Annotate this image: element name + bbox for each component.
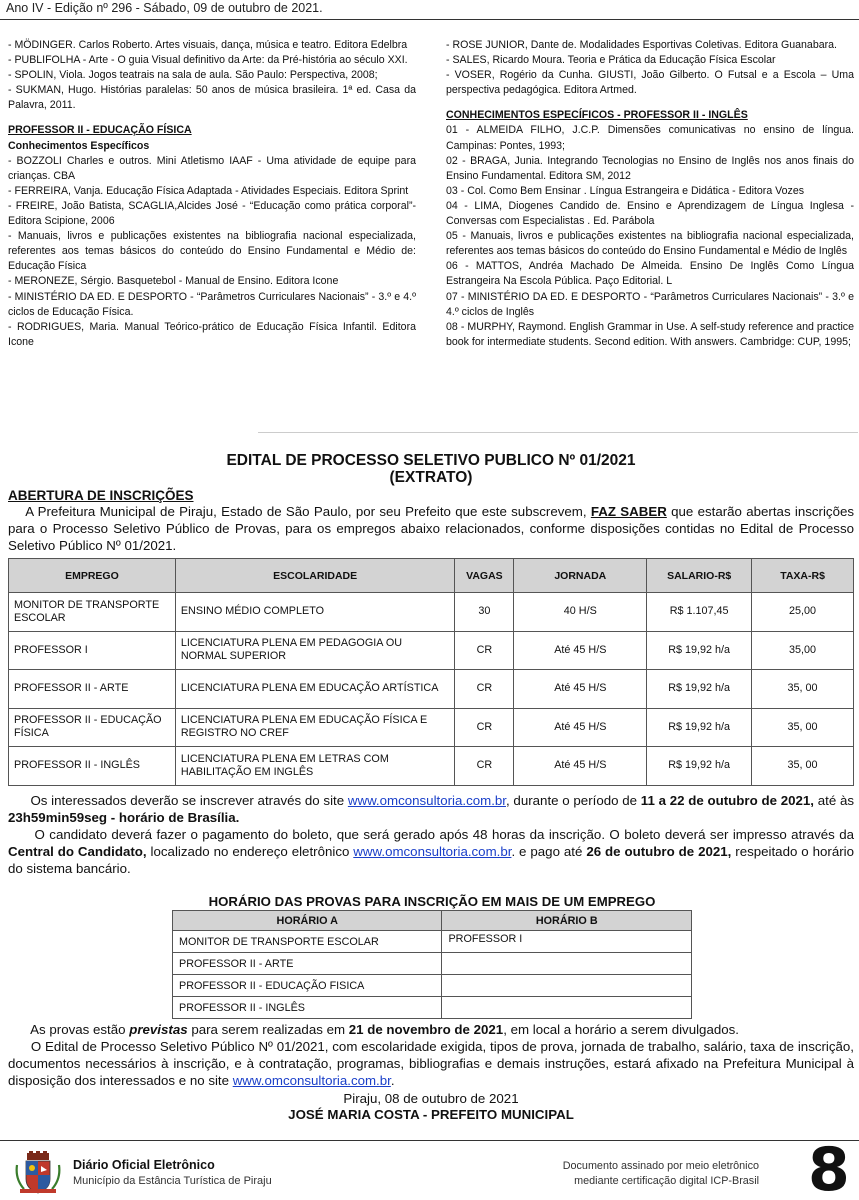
jobs-column-header: VAGAS xyxy=(455,559,514,593)
table-cell: MONITOR DE TRANSPORTE ESCOLAR xyxy=(9,593,176,632)
table-cell: Até 45 H/S xyxy=(514,631,647,670)
table-cell: PROFESSOR II - INGLÊS xyxy=(9,747,176,786)
table-cell: 35,00 xyxy=(752,631,854,670)
section-heading: PROFESSOR II - EDUCAÇÃO FÍSICA xyxy=(8,124,192,137)
jobs-column-header: EMPREGO xyxy=(9,559,176,593)
table-cell: R$ 19,92 h/a xyxy=(647,708,752,747)
bibliography-entry: - VOSER, Rogério da Cunha. GIUSTI, João Gilberto. O Futsal e a Escola – Uma perspectiva pedagógica. Editora Artmed. xyxy=(446,69,854,97)
footer-subtitle: Município da Estância Turística de Piraju xyxy=(73,1175,272,1187)
inscricao-paragraph: Os interessados deverão se inscrever através do site www.omconsultoria.com.br, durante o período de 11 a 22 de outubro de 2021, até às 23h59min59seg - horário de Brasília. xyxy=(8,793,854,825)
faz-saber: FAZ SABER xyxy=(590,504,667,519)
bibliography-entry: - ROSE JUNIOR, Dante de. Modalidades Esportivas Coletivas. Editora Guanabara. xyxy=(446,39,837,51)
page-footer xyxy=(0,1135,859,1200)
bibliography-entry: - MINISTÉRIO DA ED. E DESPORTO - “Parâmetros Curriculares Nacionais” - 3.º e 4.º ciclos de Educação Física. xyxy=(8,290,416,318)
jobs-column-header: JORNADA xyxy=(514,559,647,593)
table-cell: Até 45 H/S xyxy=(514,708,647,747)
horario-table xyxy=(172,910,692,1019)
intro-paragraph: A Prefeitura Municipal de Piraju, Estado de São Paulo, por seu Prefeito que este subscrevem, FAZ SABER que estarão abertas inscrições para o Processo Seletivo Público de Provas, para os empregos abaixo relacionados, conforme disposições contidas no Edital de Processo Seletivo Público Nº 01/2021. xyxy=(8,504,855,553)
bibliography-entry: 01 - ALMEIDA FILHO, J.C.P. Dimensões comunicativas no ensino de língua. Campinas: Pontes, 1993; xyxy=(446,124,854,152)
table-cell: 30 xyxy=(455,593,514,632)
table-cell: LICENCIATURA PLENA EM PEDAGOGIA OU NORMAL SUPERIOR xyxy=(175,631,455,670)
horario-a-item: PROFESSOR II - INGLÊS xyxy=(173,997,442,1019)
table-cell: R$ 19,92 h/a xyxy=(647,670,752,709)
horario-a-header: HORÁRIO A xyxy=(173,911,442,931)
table-cell: 35, 00 xyxy=(752,670,854,709)
table-cell: ENSINO MÉDIO COMPLETO xyxy=(175,593,455,632)
subsection-heading: Conhecimentos Específicos xyxy=(8,139,150,152)
bibliography-entry: - PUBLIFOLHA - Arte - O guia Visual definitivo da Arte: da Pré-história ao século XXI. xyxy=(8,54,408,67)
signature-name: JOSÉ MARIA COSTA - PREFEITO MUNICIPAL xyxy=(288,1107,574,1122)
provas-paragraph: As provas estão previstas para serem realizadas em 21 de novembro de 2021, em local a horário a serem divulgados. xyxy=(8,1022,739,1037)
table-cell: CR xyxy=(455,747,514,786)
table-cell: Até 45 H/S xyxy=(514,670,647,709)
horario-b-empty xyxy=(442,997,692,1019)
horario-a-item: PROFESSOR II - EDUCAÇÃO FISICA xyxy=(173,975,442,997)
table-row xyxy=(9,708,854,747)
bibliography-entry: - SALES, Ricardo Moura. Teoria e Prática da Educação Física Escolar xyxy=(446,54,776,67)
jobs-column-header: SALARIO-R$ xyxy=(647,559,752,593)
horario-b-header: HORÁRIO B xyxy=(442,911,692,931)
table-cell: Até 45 H/S xyxy=(514,747,647,786)
table-cell: PROFESSOR I xyxy=(9,631,176,670)
jobs-column-header: TAXA-R$ xyxy=(752,559,854,593)
table-cell: CR xyxy=(455,708,514,747)
table-cell: LICENCIATURA PLENA EM EDUCAÇÃO FÍSICA E REGISTRO NO CREF xyxy=(175,708,455,747)
section-heading: CONHECIMENTOS ESPECÍFICOS - PROFESSOR II - INGLÊS xyxy=(446,109,748,122)
boleto-paragraph: O candidato deverá fazer o pagamento do boleto, que será gerado após 48 horas da inscrição. O boleto deverá ser impresso através da Central do Candidato, localizado no endereço eletrônico www.omconsultoria.com.br. e pago até 26 de outubro de 2021, respeitado o horário do sistema bancário. xyxy=(8,827,858,876)
table-cell: PROFESSOR II - ARTE xyxy=(9,670,176,709)
table-cell: R$ 1.107,45 xyxy=(647,593,752,632)
bibliography-entry: - MERONEZE, Sérgio. Basquetebol - Manual de Ensino. Editora Icone xyxy=(8,275,339,288)
table-cell: 35, 00 xyxy=(752,747,854,786)
bibliography-entry: 06 - MATTOS, Andréa Machado De Almeida. Ensino De Inglês Como Língua Estrangeira Na Escola Pública. Paço Editorial. L xyxy=(446,260,854,288)
table-cell: LICENCIATURA PLENA EM EDUCAÇÃO ARTÍSTICA xyxy=(175,670,455,709)
bibliography-entry: 03 - Col. Como Bem Ensinar . Língua Estrangeira e Didática - Editora Vozes xyxy=(446,184,805,197)
site-link[interactable]: www.omconsultoria.com.br xyxy=(347,793,506,808)
left-column xyxy=(8,38,416,350)
bibliography-entry: 05 - Manuais, livros e publicações existentes na bibliografia nacional especializada, referentes aos temas básicos do conteúdo do Ensino Fundamental e Médio de Inglês xyxy=(446,230,854,258)
bibliography-entry: - SUKMAN, Hugo. Histórias paralelas: 50 anos de música brasileira. 1ª ed. Casa da Palavra, 2011. xyxy=(8,84,416,112)
bibliography-entry: 04 - LIMA, Diogenes Candido de. Ensino e Aprendizagem de Língua Inglesa - Conversas com Especialistas . Ed. Parábola xyxy=(446,199,854,228)
section-divider xyxy=(258,432,858,433)
horario-b-empty xyxy=(442,975,692,997)
bibliography-entry: 02 - BRAGA, Junia. Integrando Tecnologias no Ensino de Inglês nos anos finais do Ensino Fundamental. Editora SM, 2012 xyxy=(446,154,854,182)
footer-title: Diário Oficial Eletrônico xyxy=(73,1158,215,1172)
bibliography-entry: - BOZZOLI Charles e outros. Mini Atletismo IAAF - Uma atividade de equipe para crianças. CBA xyxy=(8,154,416,182)
right-column xyxy=(446,38,854,350)
horario-title: HORÁRIO DAS PROVAS PARA INSCRIÇÃO EM MAIS DE UM EMPREGO xyxy=(208,894,656,909)
edital-title xyxy=(8,452,854,486)
horario-a-item: PROFESSOR II - ARTE xyxy=(173,953,442,975)
table-cell: R$ 19,92 h/a xyxy=(647,747,752,786)
certification-note: Documento assinado por meio eletrônico mediante certificação digital ICP-Brasil xyxy=(562,1160,759,1187)
table-row xyxy=(9,670,854,709)
jobs-table xyxy=(8,558,854,786)
bibliography-entry: - RODRIGUES, Maria. Manual Teórico-prático de Educação Física Infantil. Editora Icone xyxy=(8,320,416,348)
bibliography-entry: 07 - MINISTÉRIO DA ED. E DESPORTO - “Parâmetros Curriculares Nacionais” - 3.º e 4.º ciclos de Inglês xyxy=(446,290,854,318)
site-link[interactable]: www.omconsultoria.com.br xyxy=(232,1073,391,1088)
municipal-crest-icon xyxy=(14,1151,62,1195)
table-cell: R$ 19,92 h/a xyxy=(647,631,752,670)
site-link[interactable]: www.omconsultoria.com.br xyxy=(353,844,512,859)
table-cell: LICENCIATURA PLENA EM LETRAS COM HABILITAÇÃO EM INGLÊS xyxy=(175,747,455,786)
bibliography-entry: - Manuais, livros e publicações existentes na bibliografia nacional especializada, referentes aos temas básicos do conteúdo do Ensino Fundamental e Médio de: Educação Física xyxy=(8,230,416,273)
edital-title-line2: (EXTRATO) xyxy=(389,469,473,486)
horario-b-item: PROFESSOR I xyxy=(442,931,692,953)
table-cell: 40 H/S xyxy=(514,593,647,632)
edition-info: Ano IV - Edição nº 296 - Sábado, 09 de outubro de 2021. xyxy=(6,1,323,15)
bibliography-entry: - MÖDINGER. Carlos Roberto. Artes visuais, dança, música e teatro. Editora Edelbra xyxy=(8,39,408,51)
table-cell: PROFESSOR II - EDUCAÇÃO FÍSICA xyxy=(9,708,176,747)
table-cell: CR xyxy=(455,631,514,670)
table-row xyxy=(9,747,854,786)
bibliography-entry: - SPOLIN, Viola. Jogos teatrais na sala de aula. São Paulo: Perspectiva, 2008; xyxy=(8,69,378,82)
abertura-heading: ABERTURA DE INSCRIÇÕES xyxy=(8,488,194,503)
bibliography-entry: 08 - MURPHY, Raymond. English Grammar in Use. A self-study reference and practice book for intermediate students. Second edition. With answers. Cambridge: CUP, 1995; xyxy=(446,320,854,348)
table-cell: CR xyxy=(455,670,514,709)
bibliography-entry: - FERREIRA, Vanja. Educação Física Adaptada - Atividades Especiais. Editora Sprint xyxy=(8,184,409,197)
edital-title-line1: EDITAL DE PROCESSO SELETIVO PUBLICO Nº 01/2021 xyxy=(226,452,636,469)
horario-a-item: MONITOR DE TRANSPORTE ESCOLAR xyxy=(173,931,442,953)
jobs-column-header: ESCOLARIDADE xyxy=(175,559,455,593)
place-date: Piraju, 08 de outubro de 2021 xyxy=(343,1091,519,1106)
page-number: 8 xyxy=(808,1135,850,1200)
bibliography-entry: - FREIRE, João Batista, SCAGLIA,Alcides José - “Educação como prática corporal”- Editora Scipione, 2006 xyxy=(8,199,416,228)
page-header xyxy=(0,0,859,20)
table-cell: 25,00 xyxy=(752,593,854,632)
table-cell: 35, 00 xyxy=(752,708,854,747)
table-row xyxy=(9,631,854,670)
edital-info-paragraph: O Edital de Processo Seletivo Público Nº 01/2021, com escolaridade exigida, tipos de prova, jornada de trabalho, salário, taxa de inscrição, documentos necessários à inscrição, e à contratação, programas, bibliografias e demais instruções, estará afixado na Prefeitura Municipal à disposição dos interessados e no site www.omconsultoria.com.br. xyxy=(8,1039,858,1088)
table-row xyxy=(9,593,854,632)
horario-b-empty xyxy=(442,953,692,975)
